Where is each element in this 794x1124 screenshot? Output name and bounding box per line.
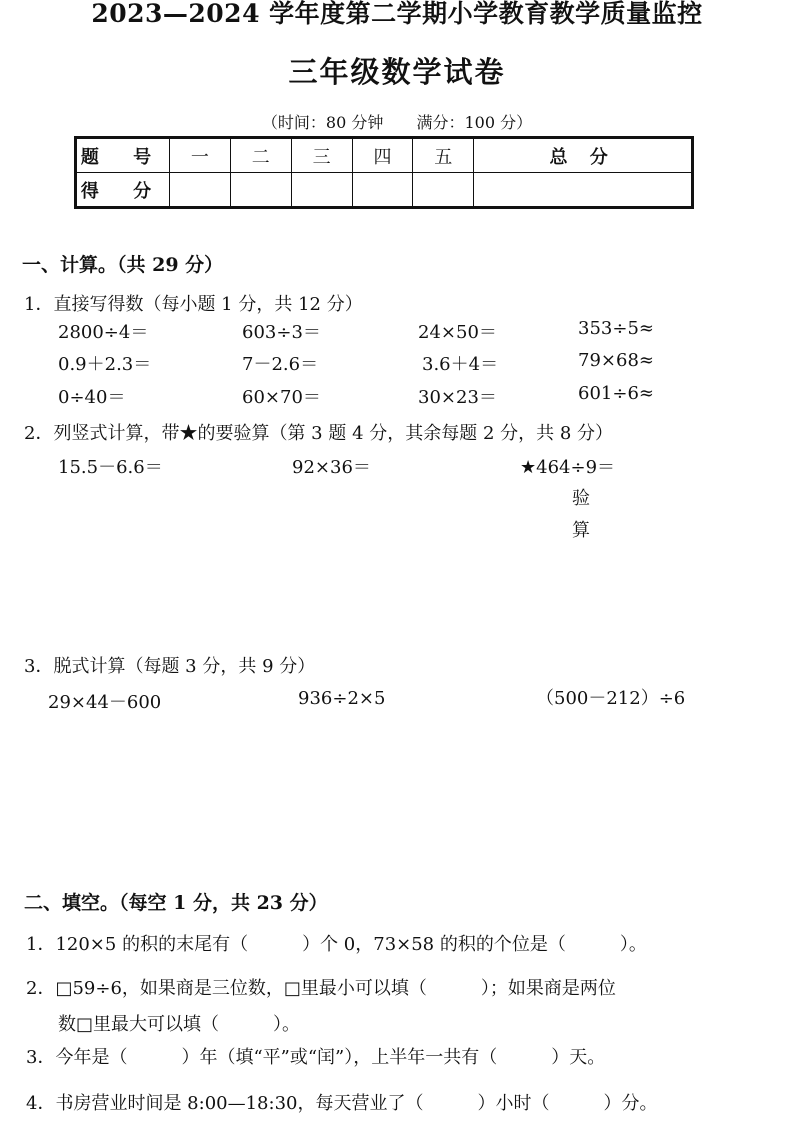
fill-blank-q1: 1．120×5 的积的末尾有（ ）个 0，73×58 的积的个位是（ ）。 xyxy=(26,934,647,955)
mental-math-item: 0.9＋2.3＝ xyxy=(58,354,152,375)
s1-q2-title: 2．列竖式计算，带★的要验算（第 3 题 4 分，其余每题 2 分，共 8 分） xyxy=(24,423,614,444)
score-cell-total[interactable] xyxy=(474,173,693,208)
fill-blank-q4: 4．书房营业时间是 8:00—18:30，每天营业了（ ）小时（ ）分。 xyxy=(26,1093,658,1114)
vertical-calc-item-starred: ★464÷9＝ xyxy=(520,457,616,478)
mental-math-item: 353÷5≈ xyxy=(578,318,654,339)
fill-blank-q2-cont: 数□里最大可以填（ ）。 xyxy=(58,1014,301,1035)
exam-header-title: 2023—2024 学年度第二学期小学教育教学质量监控 xyxy=(91,0,703,28)
mental-math-item: 3.6＋4＝ xyxy=(422,354,499,375)
vertical-calc-item: 92×36＝ xyxy=(292,457,371,478)
score-table xyxy=(74,136,694,209)
mental-math-item: 79×68≈ xyxy=(578,350,654,371)
mental-math-item: 24×50＝ xyxy=(418,322,497,343)
mental-math-item: 2800÷4＝ xyxy=(58,322,149,343)
score-cell[interactable] xyxy=(291,173,352,208)
row-label-question-number: 题 号 xyxy=(76,138,170,173)
score-cell[interactable] xyxy=(413,173,474,208)
mental-math-item: 30×23＝ xyxy=(418,387,497,408)
score-table-score-row xyxy=(76,173,693,208)
mental-math-item: 603÷3＝ xyxy=(242,322,321,343)
column-header: 三 xyxy=(291,138,352,173)
exam-full-score: 满分：100 分） xyxy=(416,113,533,132)
stepwise-calc-item: 29×44－600 xyxy=(48,692,162,713)
stepwise-calc-item: 936÷2×5 xyxy=(298,688,386,709)
s1-q3-title: 3．脱式计算（每题 3 分，共 9 分） xyxy=(24,656,316,677)
verify-label: 验 xyxy=(572,488,590,509)
fill-blank-q3: 3．今年是（ ）年（填“平”或“闰”），上半年一共有（ ）天。 xyxy=(26,1047,606,1068)
score-cell[interactable] xyxy=(170,173,231,208)
mental-math-item: 0÷40＝ xyxy=(58,387,126,408)
mental-math-item: 7－2.6＝ xyxy=(242,354,319,375)
score-table-header-row xyxy=(76,138,693,173)
mental-math-item: 601÷6≈ xyxy=(578,383,654,404)
column-header: 四 xyxy=(352,138,413,173)
column-header: 二 xyxy=(230,138,291,173)
section1-heading: 一、计算。（共 29 分） xyxy=(22,254,224,276)
stepwise-calc-item: （500－212）÷6 xyxy=(536,688,686,709)
exam-time: （时间：80 分钟 xyxy=(261,113,384,132)
column-header-total: 总 分 xyxy=(474,138,693,173)
vertical-calc-item: 15.5－6.6＝ xyxy=(58,457,163,478)
row-label-score: 得 分 xyxy=(76,173,170,208)
score-cell[interactable] xyxy=(230,173,291,208)
exam-subtitle: 三年级数学试卷 xyxy=(288,55,506,89)
s1-q1-title: 1．直接写得数（每小题 1 分，共 12 分） xyxy=(24,294,363,315)
fill-blank-q2: 2．□59÷6，如果商是三位数，□里最小可以填（ ）；如果商是两位 xyxy=(26,978,616,999)
verify-label: 算 xyxy=(572,520,590,541)
exam-time-info xyxy=(0,110,794,133)
score-cell[interactable] xyxy=(352,173,413,208)
mental-math-item: 60×70＝ xyxy=(242,387,321,408)
column-header: 五 xyxy=(413,138,474,173)
column-header: 一 xyxy=(170,138,231,173)
section2-heading: 二、填空。（每空 1 分，共 23 分） xyxy=(24,892,328,914)
